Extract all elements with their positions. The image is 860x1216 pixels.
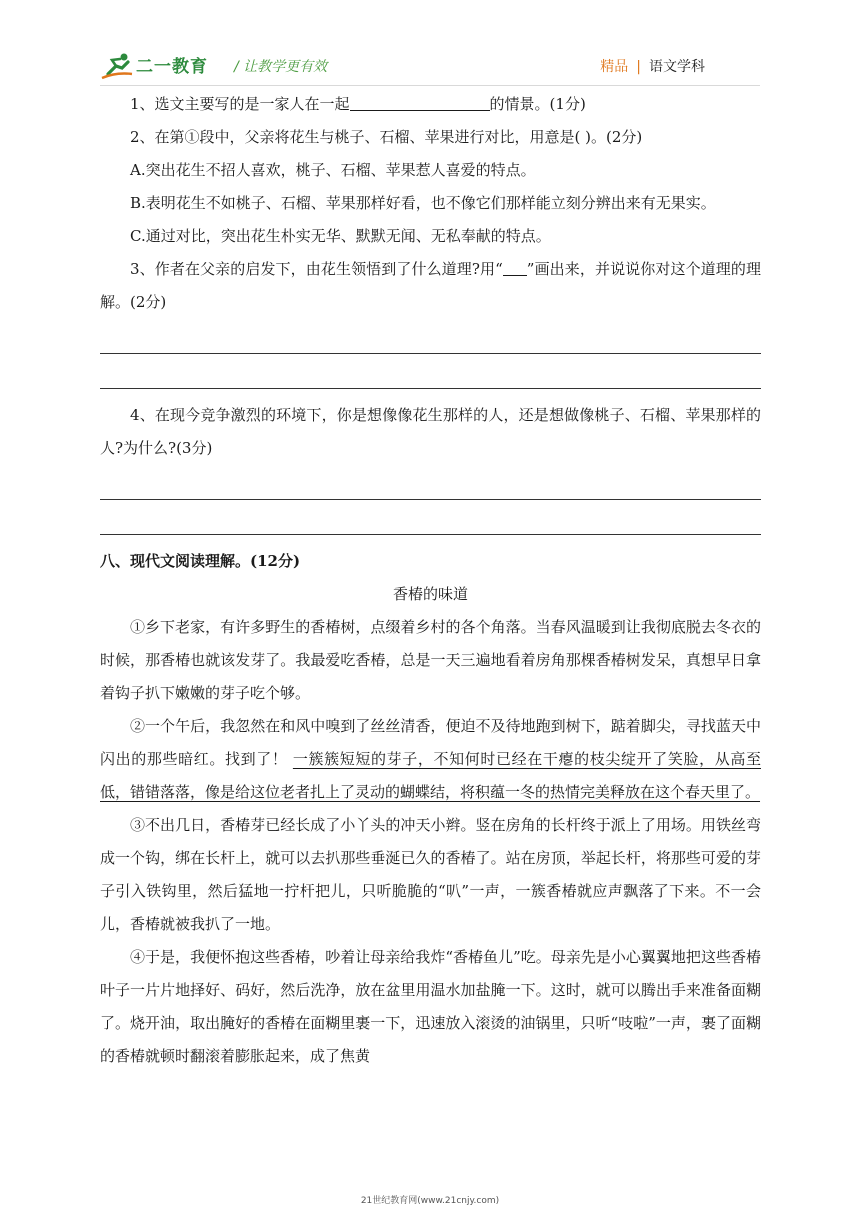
question-4: 4、在现今竞争激烈的环境下，你是想像像花生那样的人，还是想做像桃子、石榴、苹果那样的人?为什么?(3分) — [100, 406, 761, 457]
option-c: C.通过对比，突出花生朴实无华、默默无闻、无私奉献的特点。 — [130, 227, 551, 245]
option-b: B.表明花生不如桃子、石榴、苹果那样好看，也不像它们那样能立刻分辨出来有无果实。 — [130, 194, 716, 212]
page-footer: 21世纪教育网(www.21cnjy.com) — [360, 1196, 500, 1206]
question-1: 1、选文主要写的是一家人在一起 的情景。(1分) — [130, 95, 586, 113]
runner-logo-icon — [100, 52, 134, 80]
page-header — [100, 44, 760, 86]
logo — [100, 52, 220, 80]
page-content — [100, 88, 761, 1073]
quality-label: 精品 — [600, 59, 629, 75]
header-subject: 精品 | 语文学科 — [600, 59, 705, 75]
fill-blank[interactable] — [350, 94, 490, 111]
section-heading: 八、现代文阅读理解。(12分) — [100, 552, 301, 570]
slogan: / 让教学更有效 — [234, 59, 328, 75]
paragraph-1: ①乡下老家，有许多野生的香椿树，点缀着乡村的各个角落。当春风温暖到让我彻底脱去冬衣的时候，那香椿也就该发芽了。我最爱吃香椿，总是一天三遍地看着房角那棵香椿树发呆，真想早日拿着钩子扒下嫩嫩的芽子吃个够。 — [100, 618, 761, 702]
question-2: 2、在第①段中，父亲将花生与桃子、石榴、苹果进行对比，用意是( )。(2分) — [130, 128, 643, 146]
answer-line[interactable] — [100, 319, 761, 354]
underlined-sentence: 一簇簇短短的芽子，不知何时已经在干瘪的枝尖绽开了笑脸，从高至低，错错落落，像是给这位老者扎上了灵动的蝴蝶结，将积蕴一冬的热情完美释放在这个春天里了。 — [100, 750, 761, 801]
question-3: 3、作者在父亲的启发下，由花生领悟到了什么道理?用“ ”画出来，并说说你对这个道理的理解。(2分) — [100, 260, 761, 311]
passage-title: 香椿的味道 — [392, 585, 468, 603]
answer-line[interactable] — [100, 354, 761, 389]
answer-line[interactable] — [100, 465, 761, 500]
subject-label: 语文学科 — [649, 59, 705, 75]
underline-mark — [503, 261, 527, 276]
logo-text: 二一教育 — [136, 57, 208, 77]
option-a: A.突出花生不招人喜欢，桃子、石榴、苹果惹人喜爱的特点。 — [130, 161, 536, 179]
answer-line[interactable] — [100, 500, 761, 535]
header-divider — [100, 85, 760, 86]
paragraph-2: ②一个午后，我忽然在和风中嗅到了丝丝清香，便迫不及待地跑到树下，踮着脚尖，寻找蓝天中闪出的那些暗红。找到了！ 一簇簇短短的芽子，不知何时已经在干瘪的枝尖绽开了笑脸，从高至低，错错落落，像是给这位老者扎上了灵动的蝴蝶结，将积蕴一冬的热情完美释放在这个春天里了。 — [100, 717, 761, 801]
paragraph-4: ④于是，我便怀抱这些香椿，吵着让母亲给我炸“香椿鱼儿”吃。母亲先是小心翼翼地把这些香椿叶子一片片地择好、码好，然后洗净，放在盆里用温水加盐腌一下。这时，就可以腾出手来准备面糊了。烧开油，取出腌好的香椿在面糊里裹一下，迅速放入滚烫的油锅里，只听“吱啦”一声，裹了面糊的香椿就顿时翻滚着膨胀起来，成了焦黄 — [100, 948, 761, 1065]
paragraph-3: ③不出几日，香椿芽已经长成了小丫头的冲天小辫。竖在房角的长杆终于派上了用场。用铁丝弯成一个钩，绑在长杆上，就可以去扒那些垂涎已久的香椿了。站在房顶，举起长杆，将那些可爱的芽子引入铁钩里，然后猛地一拧杆把儿，只听脆脆的“叭”一声，一簇香椿就应声飘落了下来。不一会儿，香椿就被我扒了一地。 — [100, 816, 761, 933]
